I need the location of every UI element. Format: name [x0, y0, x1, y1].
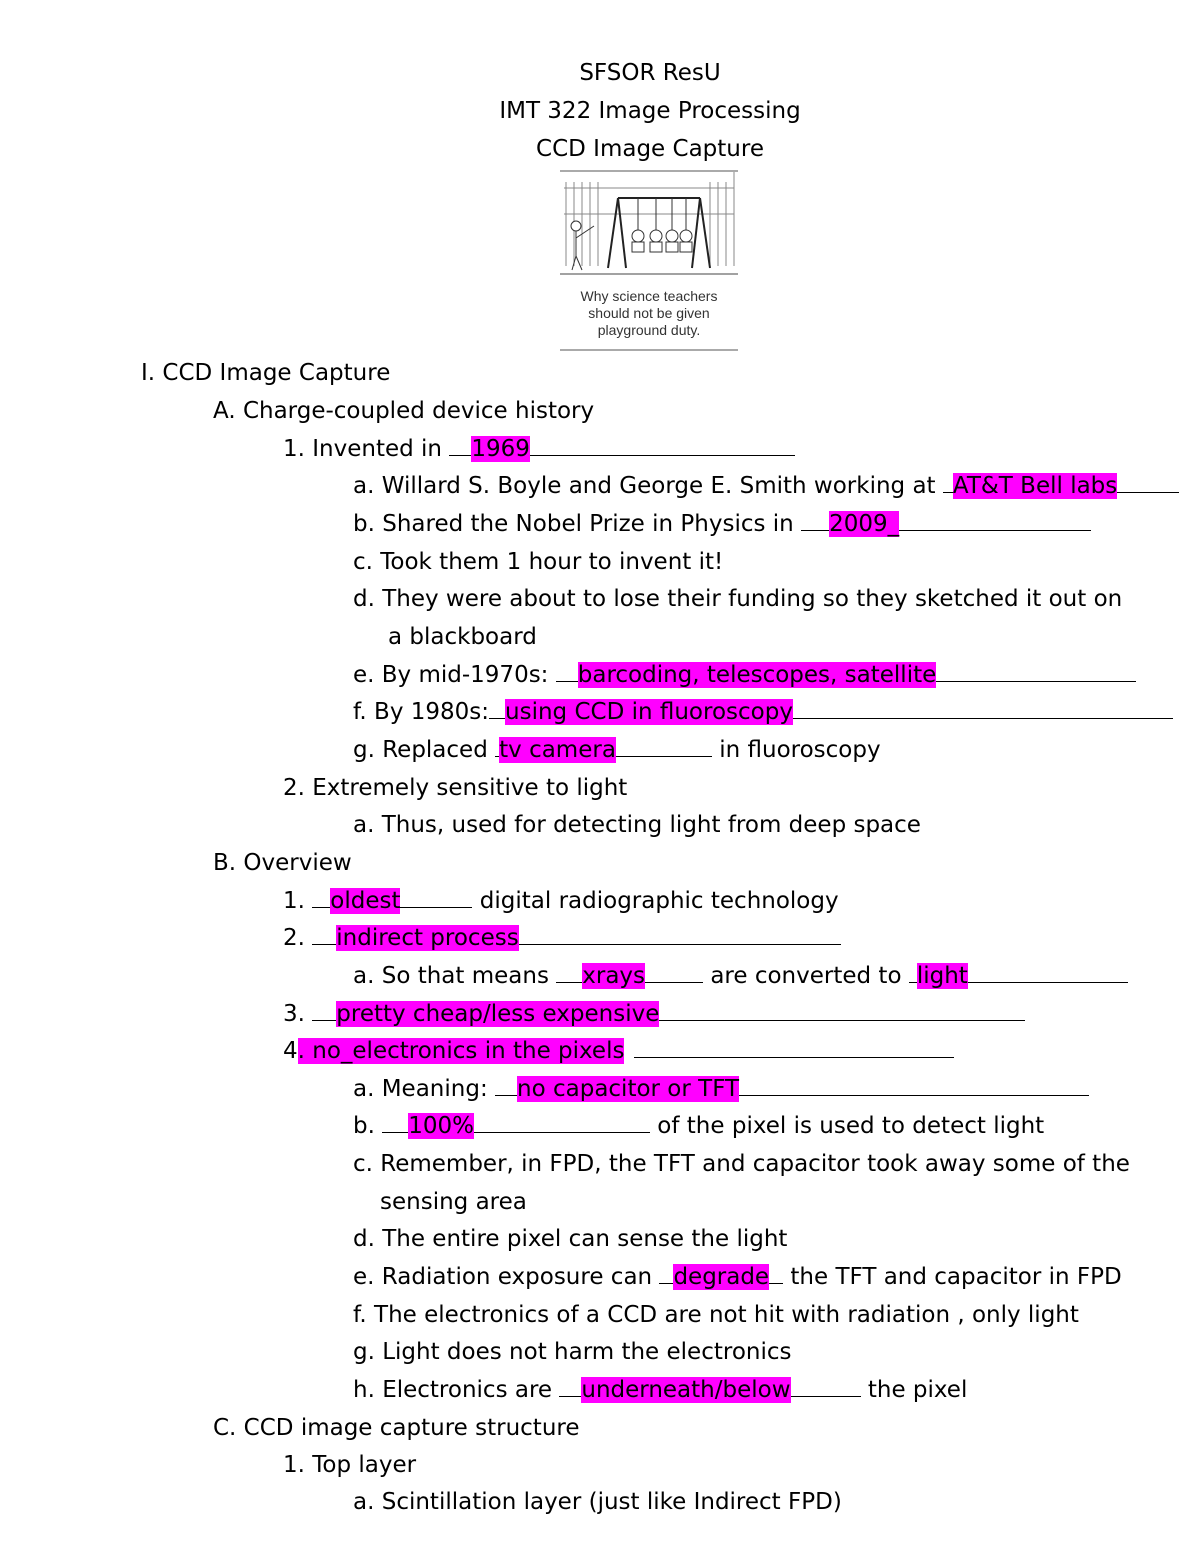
answer-no-electronics: . no_electronics in the pixels — [297, 1038, 625, 1064]
item-B2 — [283, 923, 841, 953]
item-B2a-text: a. So that means — [353, 963, 557, 989]
answer-no-capacitor: no capacitor or TFT — [517, 1076, 740, 1102]
item-B1-num: 1. — [283, 888, 313, 914]
item-A1d-line2: a blackboard — [388, 624, 537, 650]
item-A2a: a. Thus, used for detecting light from deep space — [353, 812, 921, 838]
answer-tv-camera: tv camera — [499, 737, 616, 763]
item-B4 — [283, 1036, 954, 1066]
item-C1a: a. Scintillation layer (just like Indirect FPD) — [353, 1489, 842, 1515]
item-B4-num: 4 — [283, 1038, 298, 1064]
item-B4h-text: h. Electronics are — [353, 1377, 560, 1403]
item-B1-suffix: digital radiographic technology — [472, 888, 839, 914]
item-B4h — [353, 1375, 967, 1405]
section-I-heading: I. CCD Image Capture — [141, 360, 391, 386]
answer-2009: 2009_ — [829, 511, 900, 537]
item-A1a — [353, 471, 1179, 501]
answer-underneath: underneath/below — [581, 1377, 791, 1403]
item-B4c-line1: c. Remember, in FPD, the TFT and capacitor took away some of the — [353, 1151, 1130, 1177]
item-A1f — [353, 697, 1173, 727]
answer-using-ccd: using CCD in fluoroscopy — [505, 699, 793, 725]
answer-degrade: degrade — [673, 1264, 770, 1290]
answer-barcoding: barcoding, telescopes, satellite — [577, 662, 937, 688]
item-B4e — [353, 1262, 1122, 1292]
answer-att-bell-labs: AT&T Bell labs — [952, 473, 1118, 499]
section-B-heading: B. Overview — [213, 850, 352, 876]
section-C-heading: C. CCD image capture structure — [213, 1415, 580, 1441]
item-B2a-mid: are converted to — [703, 963, 909, 989]
item-A1b-text: b. Shared the Nobel Prize in Physics in — [353, 511, 802, 537]
answer-100-percent: 100% — [408, 1113, 474, 1139]
item-B4b-text: b. — [353, 1113, 383, 1139]
item-A1d-line1: d. They were about to lose their funding so they sketched it out on — [353, 586, 1123, 612]
item-B2-num: 2. — [283, 925, 313, 951]
item-A1b — [353, 509, 1091, 539]
item-B3-num: 3. — [283, 1001, 313, 1027]
item-C1: 1. Top layer — [283, 1452, 417, 1478]
item-B4a — [353, 1074, 1089, 1104]
item-A1-text: 1. Invented in — [283, 436, 450, 462]
answer-oldest: oldest — [330, 888, 401, 914]
answer-light: light — [916, 963, 968, 989]
cartoon-caption-2: should not be given — [588, 305, 710, 321]
item-A1g — [353, 735, 881, 765]
cartoon-caption-1: Why science teachers — [580, 288, 718, 304]
item-A1c: c. Took them 1 hour to invent it! — [353, 549, 724, 575]
cartoon-caption-3: playground duty. — [597, 322, 701, 338]
item-B2a — [353, 961, 1128, 991]
item-A1e-text: e. By mid-1970s: — [353, 662, 556, 688]
item-A2: 2. Extremely sensitive to light — [283, 775, 628, 801]
header-line-3: CCD Image Capture — [536, 136, 764, 162]
item-B4b-suffix: of the pixel is used to detect light — [650, 1113, 1045, 1139]
answer-1969: 1969 — [471, 436, 530, 462]
header-line-2: IMT 322 Image Processing — [499, 98, 801, 124]
item-B1 — [283, 886, 839, 916]
item-A1g-suffix: in fluoroscopy — [711, 737, 881, 763]
section-A-heading: A. Charge-coupled device history — [213, 398, 595, 424]
item-B4g: g. Light does not harm the electronics — [353, 1339, 792, 1365]
item-B4e-suffix: the TFT and capacitor in FPD — [783, 1264, 1122, 1290]
item-B4a-text: a. Meaning: — [353, 1076, 496, 1102]
answer-xrays: xrays — [582, 963, 646, 989]
item-B3 — [283, 999, 1025, 1029]
item-B4f: f. The electronics of a CCD are not hit with radiation , only light — [353, 1302, 1079, 1328]
item-B4h-suffix: the pixel — [860, 1377, 968, 1403]
item-B4c-line2: sensing area — [380, 1189, 527, 1215]
item-A1a-text: a. Willard S. Boyle and George E. Smith working at — [353, 473, 943, 499]
answer-pretty-cheap: pretty cheap/less expensive — [336, 1001, 660, 1027]
item-B4d: d. The entire pixel can sense the light — [353, 1226, 788, 1252]
item-A1e — [353, 660, 1136, 690]
header-line-1: SFSOR ResU — [579, 60, 721, 86]
item-A1 — [283, 434, 795, 464]
item-B4b — [353, 1111, 1044, 1141]
item-A1f-text: f. By 1980s: — [353, 699, 490, 725]
answer-indirect-process: indirect process — [336, 925, 519, 951]
item-A1g-text: g. Replaced — [353, 737, 496, 763]
item-B4e-text: e. Radiation exposure can — [353, 1264, 660, 1290]
